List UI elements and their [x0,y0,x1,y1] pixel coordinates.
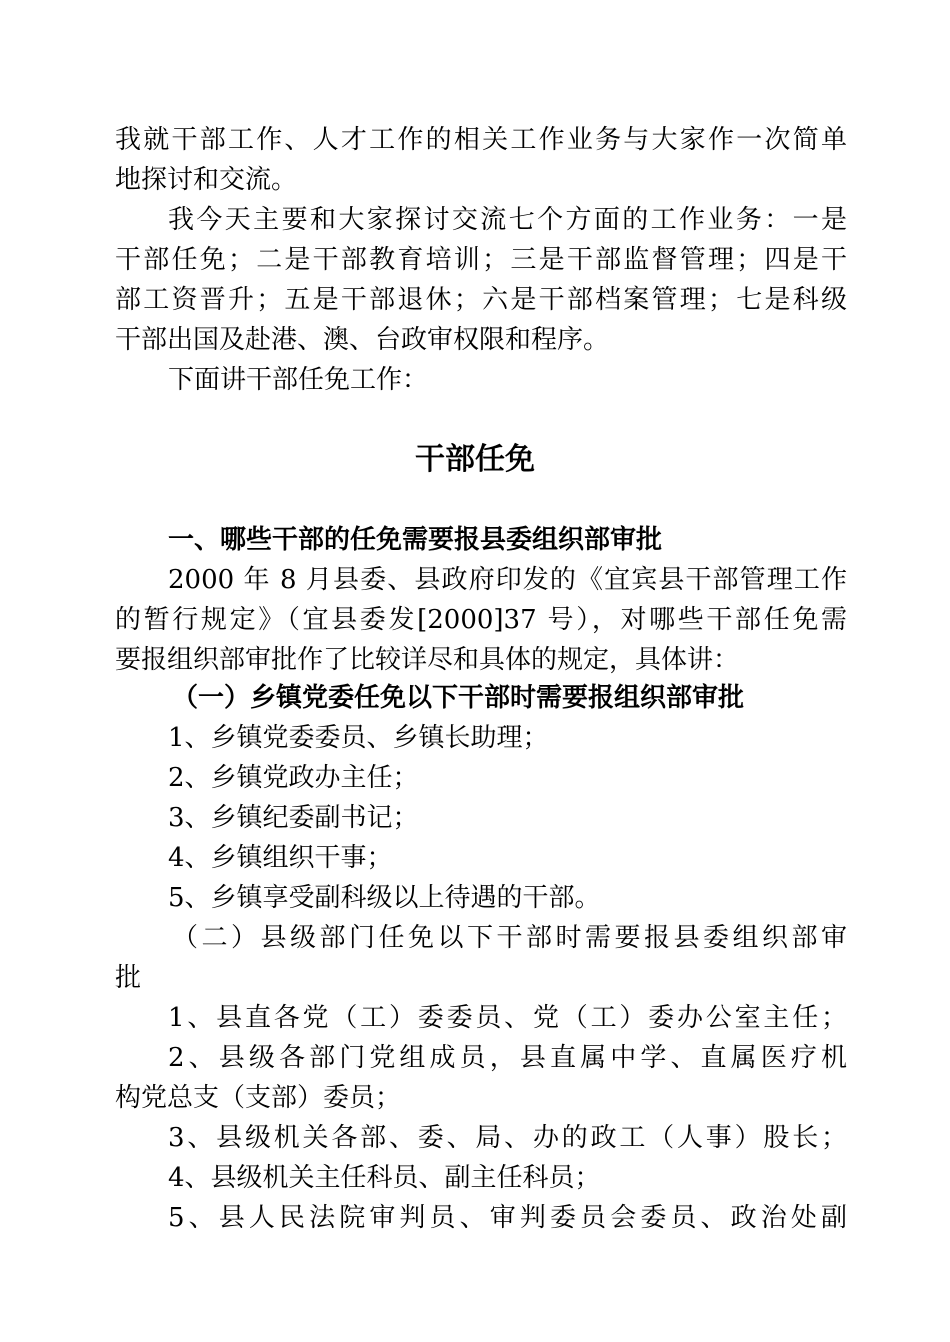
sub2-item-3: 3、县级机关各部、委、局、办的政工（人事）股长； [168,1123,847,1153]
part1-heading: 一、哪些干部的任免需要报县委组织部审批 [168,525,663,555]
sub1-item-3: 3、乡镇纪委副书记； [168,803,419,833]
intro-p1-line1: 我就干部工作、人才工作的相关工作业务与大家作一次简单 [115,125,847,155]
intro-p1-line2: 地探讨和交流。 [115,165,298,195]
part1-para-line1: 2000 年 8 月县委、县政府印发的《宜宾县干部管理工作 [168,565,847,595]
section-title: 干部任免 [415,442,535,477]
sub2-heading-line1: （二）县级部门任免以下干部时需要报县委组织部审 [172,923,847,953]
sub2-item-1: 1、县直各党（工）委委员、党（工）委办公室主任； [168,1003,847,1033]
intro-p2-line2: 干部任免；二是干部教育培训；三是干部监督管理；四是干 [115,245,847,275]
sub1-item-1: 1、乡镇党委委员、乡镇长助理； [168,723,549,753]
sub1-item-5: 5、乡镇享受副科级以上待遇的干部。 [168,883,601,913]
part1-para-line3: 要报组织部审批作了比较详尽和具体的规定，具体讲： [115,645,740,675]
sub2-heading-line2: 批 [115,963,142,993]
sub1-item-2: 2、乡镇党政办主任； [168,763,419,793]
part1-para-line2: 的暂行规定》（宜县委发[2000]37 号），对哪些干部任免需 [115,605,847,635]
sub1-heading: （一）乡镇党委任免以下干部时需要报组织部审批 [172,683,745,713]
intro-p3: 下面讲干部任免工作： [168,365,429,395]
sub1-item-4: 4、乡镇组织干事； [168,843,393,873]
sub2-item-2-line2: 构党总支（支部）委员； [115,1083,402,1113]
sub2-item-4: 4、县级机关主任科员、副主任科员； [168,1163,601,1193]
intro-p2-line4: 干部出国及赴港、澳、台政审权限和程序。 [115,325,610,355]
intro-p2-line1: 我今天主要和大家探讨交流七个方面的工作业务：一是 [168,205,847,235]
sub2-item-5: 5、县人民法院审判员、审判委员会委员、政治处副 [168,1203,847,1233]
intro-p2-line3: 部工资晋升；五是干部退休；六是干部档案管理；七是科级 [115,285,847,315]
sub2-item-2-line1: 2、县级各部门党组成员，县直属中学、直属医疗机 [168,1043,847,1073]
